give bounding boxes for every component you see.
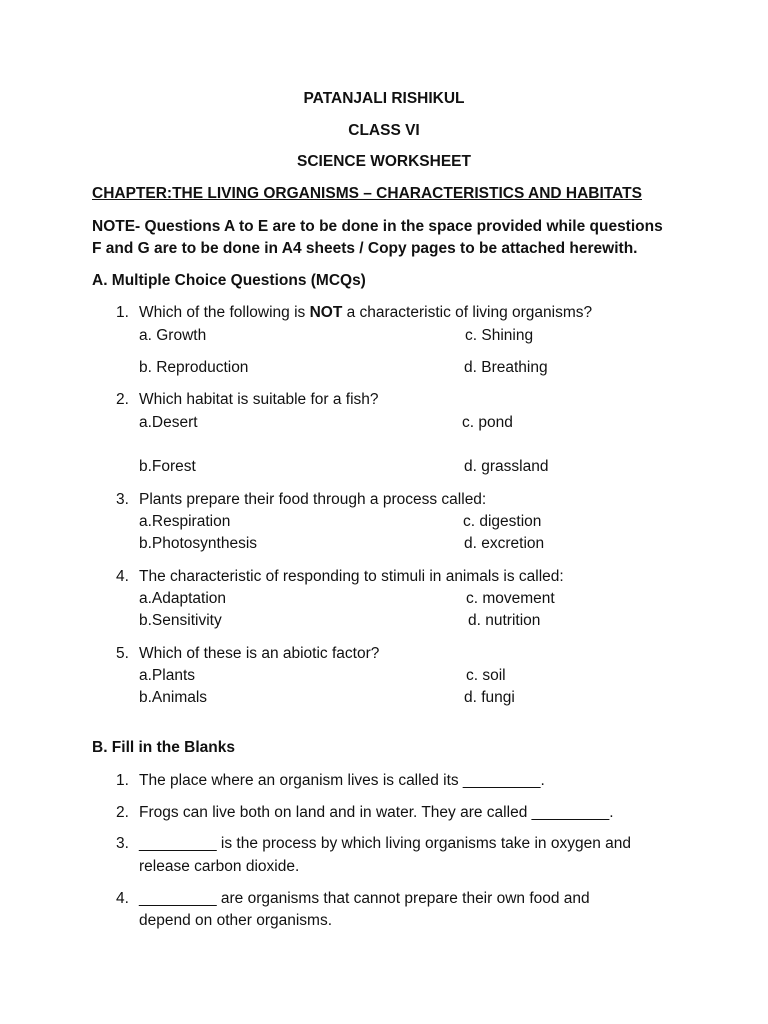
question-text: Which of these is an abiotic factor? bbox=[139, 645, 380, 662]
question-number: 5. bbox=[116, 645, 129, 662]
question-number: 4. bbox=[116, 568, 129, 585]
fill-blank-text-cont: depend on other organisms. bbox=[139, 912, 333, 929]
question-text: Which habitat is suitable for a fish? bbox=[139, 391, 379, 408]
option-d: d. fungi bbox=[464, 689, 515, 706]
question-number: 2. bbox=[116, 804, 129, 821]
option-c: c. Shining bbox=[465, 327, 534, 344]
worksheet-title: SCIENCE WORKSHEET bbox=[297, 153, 471, 170]
fill-blank-text: The place where an organism lives is called its _________. bbox=[139, 772, 545, 789]
fill-blank-text-cont: release carbon dioxide. bbox=[139, 858, 300, 875]
option-c: c. pond bbox=[462, 414, 513, 431]
chapter-title: CHAPTER:THE LIVING ORGANISMS – CHARACTERISTICS AND HABITATS bbox=[92, 185, 642, 202]
section-b-title: B. Fill in the Blanks bbox=[92, 739, 235, 756]
option-c: c. digestion bbox=[463, 513, 542, 530]
option-d: d. Breathing bbox=[464, 359, 548, 376]
option-a: a. Growth bbox=[139, 327, 207, 344]
school-name: PATANJALI RISHIKUL bbox=[303, 90, 465, 107]
section-a-title: A. Multiple Choice Questions (MCQs) bbox=[92, 272, 366, 289]
option-c: c. movement bbox=[466, 590, 555, 607]
option-b: b.Animals bbox=[139, 689, 208, 706]
question-number: 2. bbox=[116, 391, 129, 408]
question-text: The characteristic of responding to stimuli in animals is called: bbox=[139, 568, 564, 585]
option-d: d. excretion bbox=[464, 535, 545, 552]
question-number: 1. bbox=[116, 772, 129, 789]
note-line-1: NOTE- Questions A to E are to be done in the space provided while questions bbox=[92, 218, 663, 235]
class-label: CLASS VI bbox=[348, 122, 420, 139]
fill-blank-text: _________ are organisms that cannot prepare their own food and bbox=[139, 890, 590, 907]
option-b: b.Photosynthesis bbox=[139, 535, 258, 552]
question-text: Which of the following is NOT a characteristic of living organisms? bbox=[139, 304, 593, 321]
question-number: 3. bbox=[116, 491, 129, 508]
option-d: d. nutrition bbox=[468, 612, 541, 629]
fill-blank-text: Frogs can live both on land and in water. They are called _________. bbox=[139, 804, 614, 821]
question-text: Plants prepare their food through a process called: bbox=[139, 491, 487, 508]
option-d: d. grassland bbox=[464, 458, 549, 475]
option-a: a.Plants bbox=[139, 667, 196, 684]
option-b: b.Forest bbox=[139, 458, 196, 475]
fill-blank-text: _________ is the process by which living organisms take in oxygen and bbox=[139, 835, 631, 852]
option-a: a.Adaptation bbox=[139, 590, 227, 607]
question-number: 3. bbox=[116, 835, 129, 852]
question-number: 4. bbox=[116, 890, 129, 907]
option-b: b. Reproduction bbox=[139, 359, 249, 376]
option-a: a.Respiration bbox=[139, 513, 231, 530]
option-b: b.Sensitivity bbox=[139, 612, 222, 629]
note-line-2: F and G are to be done in A4 sheets / Copy pages to be attached herewith. bbox=[92, 240, 638, 257]
option-c: c. soil bbox=[466, 667, 506, 684]
option-a: a.Desert bbox=[139, 414, 198, 431]
question-number: 1. bbox=[116, 304, 129, 321]
